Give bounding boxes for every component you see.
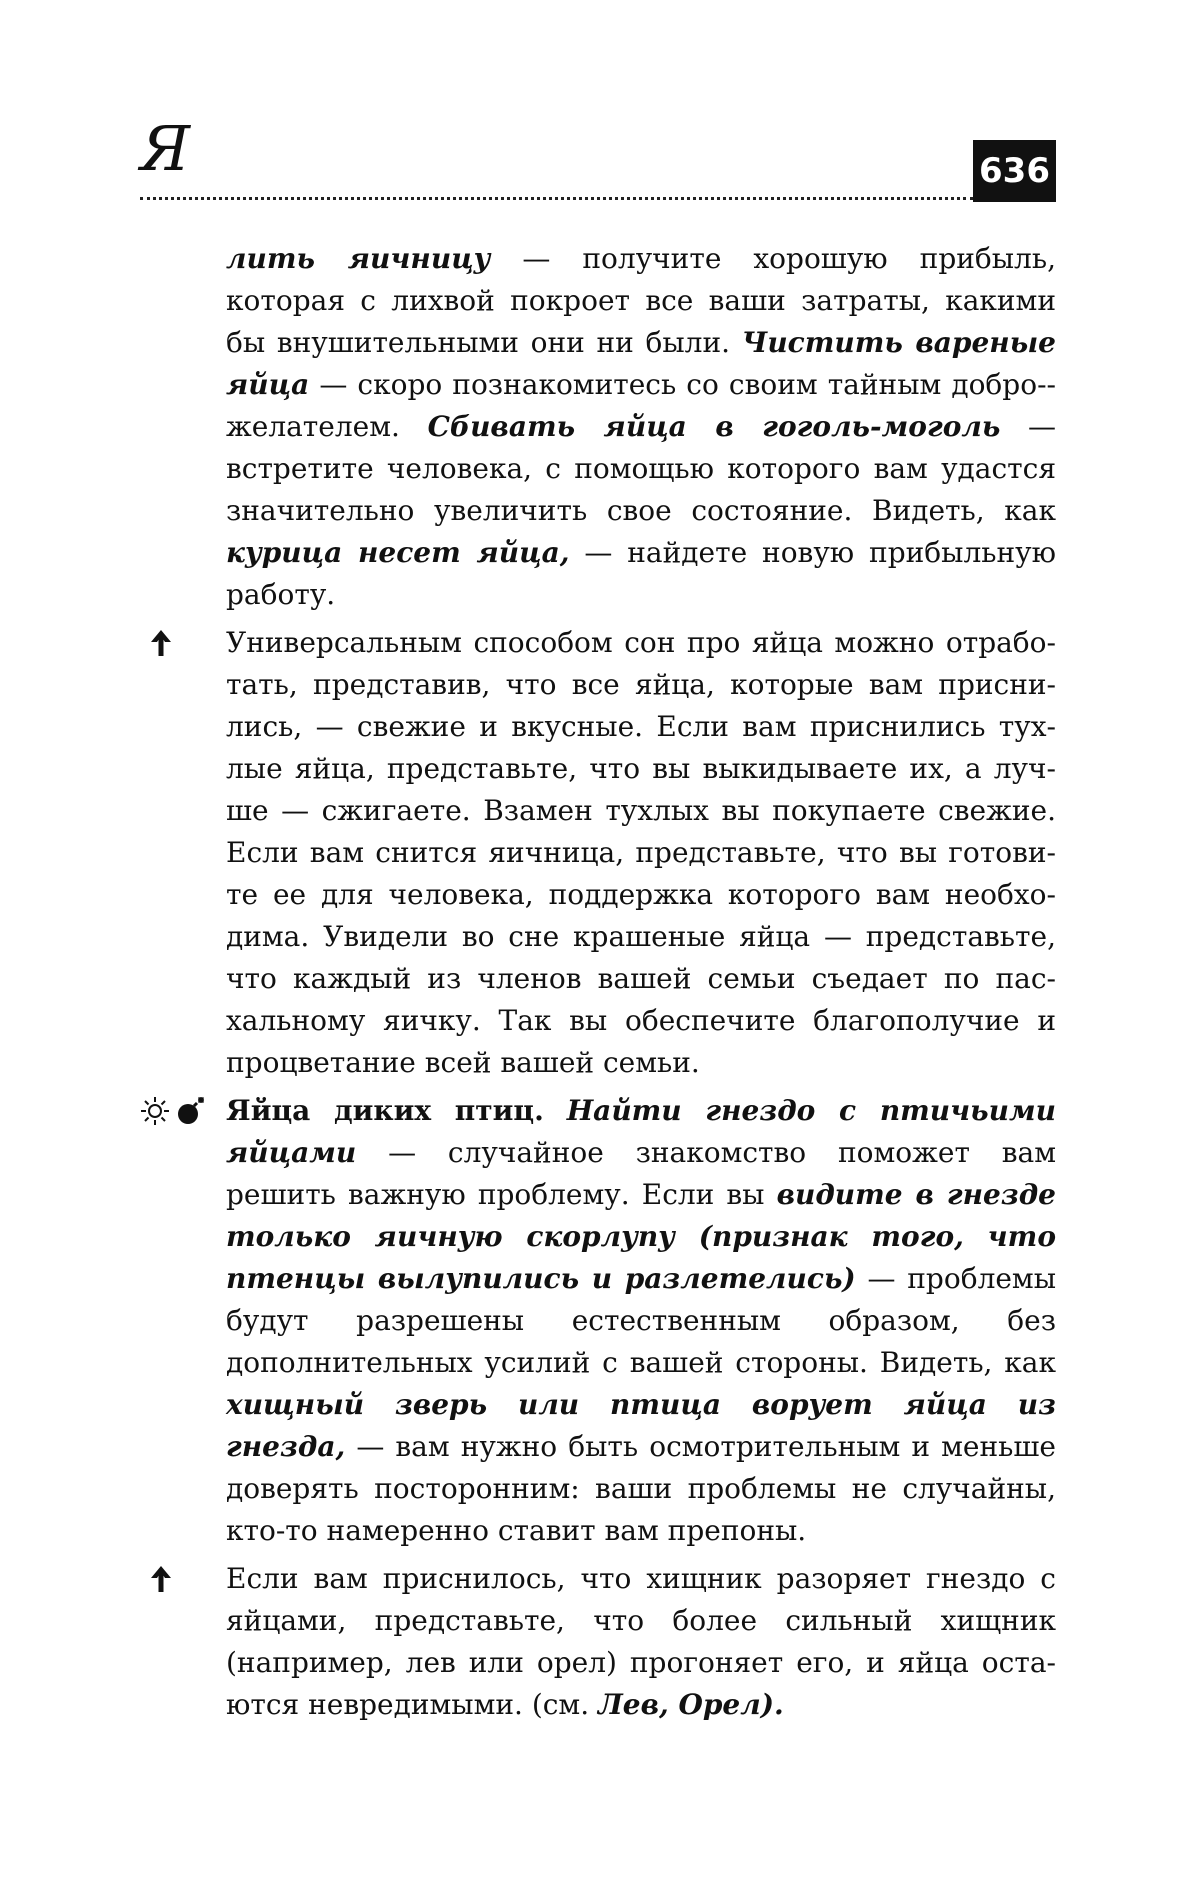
paragraph — [226, 238, 1056, 616]
page-body — [226, 238, 1056, 1732]
paragraph — [226, 622, 1056, 1084]
text-run: — найдете новую прибыльную работу. — [226, 536, 1056, 611]
paragraph — [226, 1090, 1056, 1552]
italic-phrase: Найти гнездо с птичьими яйцами — [226, 1094, 1056, 1169]
italic-phrase: видите в гнезде только яичную скорлупу (признак того, что птенцы вылупились и разлетелись) — [226, 1178, 1056, 1295]
text-run: — проблемы будут разрешены естественным образом, без дополнительных усилий с вашей стороны. Видеть, как — [226, 1262, 1056, 1379]
text-run — [544, 1094, 567, 1127]
text-run: — случайное знакомство поможет вам решить важную проблему. Если вы — [226, 1136, 1056, 1211]
up-arrow-icon — [148, 628, 174, 658]
text-run: — встретите человека, с помощью которого вам удастся значительно увеличить свое состояние. Видеть, как — [226, 410, 1056, 527]
italic-phrase: хищный зверь или птица ворует яйца из гнезда, — [226, 1388, 1056, 1463]
sun-icon — [140, 1096, 170, 1126]
bomb-icon — [176, 1096, 208, 1126]
header-divider — [140, 197, 973, 200]
entry-term: Яйца диких птиц. — [226, 1094, 544, 1127]
text-run: Если вам приснилось, что хищник разоряет гнездо с яйцами, представьте, что более сильный хищник (например, лев или орел) прогоняет его, и яйца остаются невредимыми. (см. — [226, 1562, 1056, 1721]
italic-phrase: Лев, Орел). — [598, 1688, 784, 1721]
paragraph-marker — [148, 1558, 174, 1600]
italic-phrase: Сбивать яйца в гоголь-моголь — [427, 410, 1001, 443]
text-run: — вам нужно быть осмотрительным и меньше доверять посторонним: ваши проблемы не случайны, кто-то намеренно ставит вам препоны. — [226, 1430, 1056, 1547]
paragraph-marker — [148, 622, 174, 664]
italic-phrase: Чистить вареные яйца — [226, 326, 1056, 401]
text-run: — скоро познакомитесь со своим тайным добро-желателем. — [226, 368, 1056, 443]
page-number: 636 — [973, 140, 1056, 202]
text-run: Универсальным способом сон про яйца можно отработать, представив, что все яйца, которые вам приснились, — свежие и вкусные. Если вам приснились тухлые яйца, представьте, что вы выкидываете их, а лучше — сжигаете. Взамен тухлых вы покупаете свежие. Если вам снится яичница, представьте, что вы готовите ее для человека, поддержка которого вам необходима. Увидели во сне крашеные яйца — представьте, что каждый из членов вашей семьи съедает по пасхальному яичку. Так вы обеспечите благополучие и процветание всей вашей семьи. — [226, 626, 1056, 1079]
section-letter: Я — [140, 112, 191, 185]
italic-phrase: курица несет яйца, — [226, 536, 570, 569]
up-arrow-icon — [148, 1564, 174, 1594]
paragraph-marker — [140, 1090, 208, 1132]
italic-phrase: лить яичницу — [226, 242, 491, 275]
text-run: — получите хорошую прибыль, которая с лихвой покроет все ваши затраты, какими бы внушительными они ни были. — [226, 242, 1056, 359]
paragraph — [226, 1558, 1056, 1726]
